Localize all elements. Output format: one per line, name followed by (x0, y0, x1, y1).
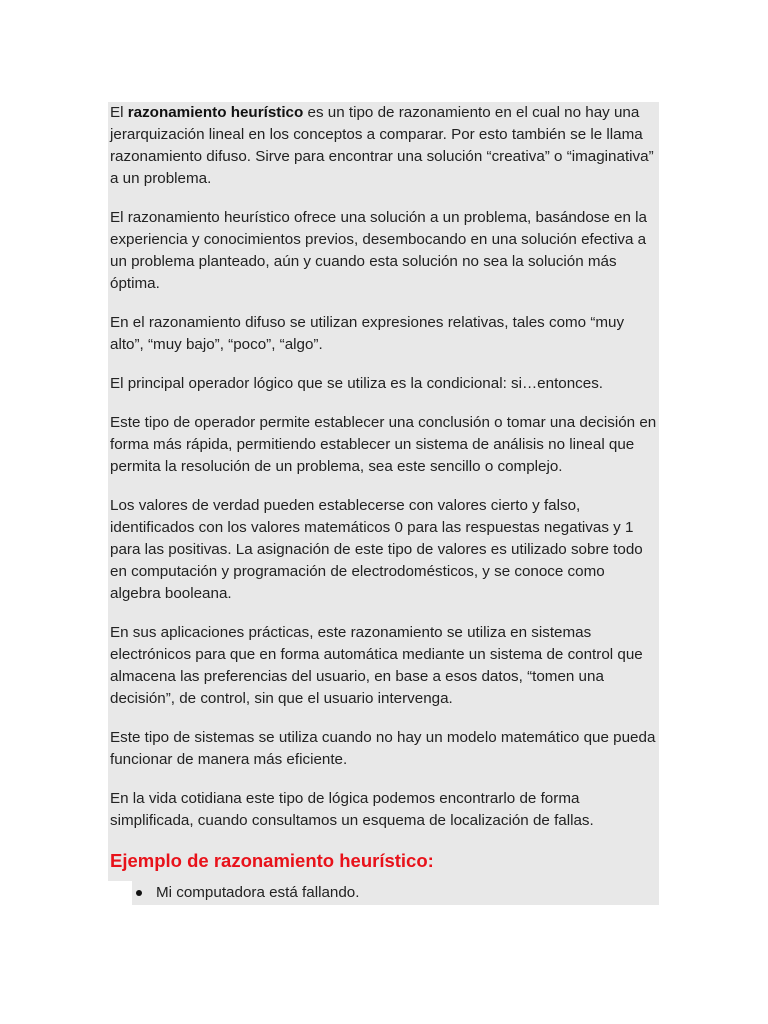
paragraph: En la vida cotidiana este tipo de lógica podemos encontrarlo de forma simplificada, cuando consultamos un esquema de localización de fallas. (110, 790, 594, 829)
paragraph: El principal operador lógico que se utiliza es la condicional: si…entonces. (110, 375, 604, 392)
paragraph: Este tipo de sistemas se utiliza cuando no hay un modelo matemático que pueda funcionar de manera más eficiente. (110, 729, 656, 768)
bullet-icon (136, 890, 142, 896)
list-item-text: Mi computadora está fallando. (156, 884, 360, 901)
intro-prefix: El (110, 104, 128, 121)
intro-suffix: es un tipo de razonamiento en el cual no hay una jerarquización lineal en los conceptos a comparar. Por esto también se le llama razonamiento difuso. Sirve para encontrar una solución “creativa” o “imaginativa” a un problema. (110, 104, 654, 187)
highlighted-text-block (108, 102, 659, 905)
paragraph: Los valores de verdad pueden establecerse con valores cierto y falso, identificados con los valores matemáticos 0 para las respuestas negativas y 1 para las positivas. La asignación de este tipo de valores es utilizado sobre todo en computación y programación de electrodomésticos, y se conoce como algebra booleana. (110, 497, 643, 602)
list-item (134, 881, 659, 905)
paragraph: El razonamiento heurístico ofrece una solución a un problema, basándose en la experiencia y conocimientos previos, desembocando en una solución efectiva a un problema planteado, aún y cuando esta solución no sea la solución más óptima. (110, 209, 647, 292)
intro-paragraph (110, 102, 659, 190)
bullet-list-container (110, 881, 659, 905)
section-heading: Ejemplo de razonamiento heurístico: (110, 850, 434, 871)
bullet-list (110, 881, 659, 905)
list-indent-gap (108, 881, 132, 917)
paragraph: Este tipo de operador permite establecer una conclusión o tomar una decisión en forma más rápida, permitiendo establecer un sistema de análisis no lineal que permita la resolución de un problema, sea este sencillo o complejo. (110, 414, 657, 475)
paragraph: En el razonamiento difuso se utilizan expresiones relativas, tales como “muy alto”, “muy bajo”, “poco”, “algo”. (110, 314, 625, 353)
paragraph: En sus aplicaciones prácticas, este razonamiento se utiliza en sistemas electrónicos para que en forma automática mediante un sistema de control que almacena las preferencias del usuario, en base a esos datos, “tomen una decisión”, de control, sin que el usuario intervenga. (110, 624, 643, 707)
bold-term: razonamiento heurístico (127, 104, 304, 121)
